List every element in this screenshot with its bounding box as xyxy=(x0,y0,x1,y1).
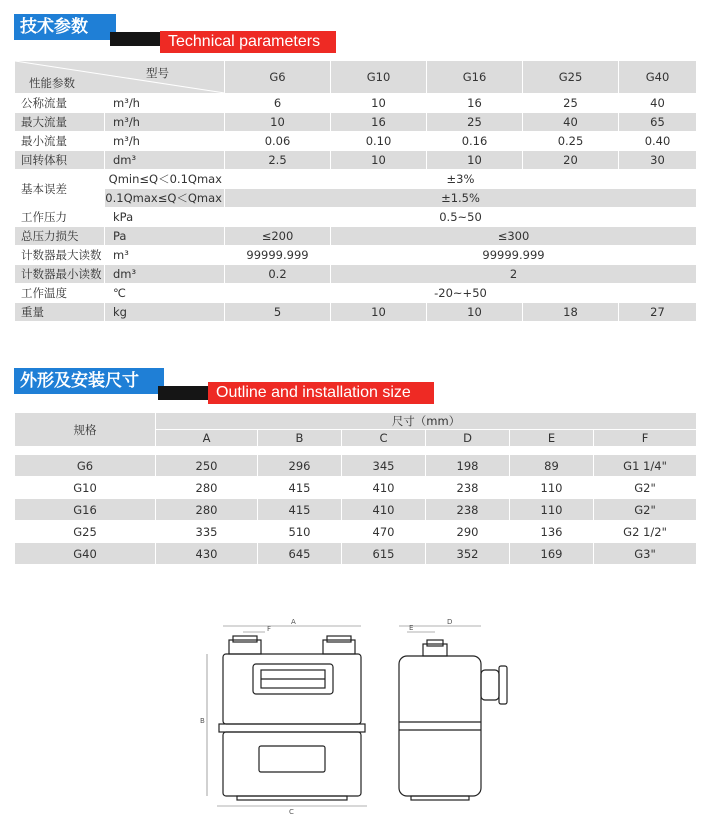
table-row xyxy=(15,113,697,132)
cell: 296 xyxy=(258,455,342,477)
dim-label-d: D xyxy=(447,618,453,626)
cell: 110 xyxy=(510,477,594,499)
column-header: A xyxy=(156,430,258,447)
row-unit: m³/h xyxy=(105,132,225,151)
table-row xyxy=(15,227,697,246)
table-row xyxy=(15,132,697,151)
row-label: 最小流量 xyxy=(15,132,105,151)
cell: 410 xyxy=(342,499,426,521)
cell: 10 xyxy=(225,113,331,132)
size-header-row xyxy=(15,413,697,430)
row-label: 总压力损失 xyxy=(15,227,105,246)
cell: 280 xyxy=(156,477,258,499)
row-model: G10 xyxy=(15,477,156,499)
section-header-technical xyxy=(14,14,334,54)
cell: 99999.999 xyxy=(225,246,331,265)
column-header: D xyxy=(426,430,510,447)
row-model: G16 xyxy=(15,499,156,521)
cell: 10 xyxy=(331,94,427,113)
table-row xyxy=(15,151,697,170)
cell: 238 xyxy=(426,477,510,499)
spec-header: 规格 xyxy=(15,413,156,447)
cell: 250 xyxy=(156,455,258,477)
cell: G3" xyxy=(594,543,697,565)
row-unit: m³/h xyxy=(105,113,225,132)
cell: 238 xyxy=(426,499,510,521)
cell: 415 xyxy=(258,477,342,499)
cell: 2.5 xyxy=(225,151,331,170)
cell: ≤300 xyxy=(331,227,697,246)
cell: 18 xyxy=(523,303,619,322)
row-label: 工作压力 xyxy=(15,208,105,227)
table-row xyxy=(15,284,697,303)
table-header-row xyxy=(15,61,697,94)
row-unit: m³/h xyxy=(105,94,225,113)
section-title-cn: 外形及安装尺寸 xyxy=(14,368,164,394)
meter-outline-drawing xyxy=(195,618,525,814)
cell: 415 xyxy=(258,499,342,521)
section-title-en: Technical parameters xyxy=(160,31,336,53)
row-unit: kPa xyxy=(105,208,225,227)
size-header: 尺寸（mm） xyxy=(156,413,697,430)
dim-label-e: E xyxy=(409,624,414,632)
section-title-en: Outline and installation size xyxy=(208,382,434,404)
table-row xyxy=(15,303,697,322)
cell: 5 xyxy=(225,303,331,322)
table-row xyxy=(15,246,697,265)
model-header: G16 xyxy=(427,61,523,94)
cell: 0.40 xyxy=(619,132,697,151)
cell: 16 xyxy=(427,94,523,113)
table-row xyxy=(15,521,697,543)
row-unit: m³ xyxy=(105,246,225,265)
table-row xyxy=(15,189,697,208)
dim-label-f: F xyxy=(267,625,272,633)
column-header: B xyxy=(258,430,342,447)
row-unit: Pa xyxy=(105,227,225,246)
cell: 410 xyxy=(342,477,426,499)
cell: 25 xyxy=(523,94,619,113)
corner-label-model: 型号 xyxy=(146,66,169,80)
cell: 352 xyxy=(426,543,510,565)
row-label: 回转体积 xyxy=(15,151,105,170)
error-range: Qmin≤Q＜0.1Qmax xyxy=(105,170,225,189)
table-row xyxy=(15,455,697,477)
row-model: G25 xyxy=(15,521,156,543)
cell: 40 xyxy=(619,94,697,113)
cell: 10 xyxy=(427,151,523,170)
row-label: 公称流量 xyxy=(15,94,105,113)
cell: 0.16 xyxy=(427,132,523,151)
cell: 10 xyxy=(331,151,427,170)
row-label: 计数器最大读数 xyxy=(15,246,105,265)
cell: 169 xyxy=(510,543,594,565)
corner-label-param: 性能参数 xyxy=(29,76,75,90)
row-label: 重量 xyxy=(15,303,105,322)
side-view xyxy=(399,640,507,800)
dim-label-a: A xyxy=(291,618,296,626)
model-header: G40 xyxy=(619,61,697,94)
technical-parameters-table xyxy=(14,60,697,322)
section-header-outline xyxy=(14,368,434,408)
model-header: G10 xyxy=(331,61,427,94)
cell: ±1.5% xyxy=(225,189,697,208)
cell: -20~+50 xyxy=(225,284,697,303)
diagonal-header-cell xyxy=(15,61,225,94)
cell: 280 xyxy=(156,499,258,521)
cell: 2 xyxy=(331,265,697,284)
model-header: G6 xyxy=(225,61,331,94)
row-unit: dm³ xyxy=(105,151,225,170)
cell: 10 xyxy=(331,303,427,322)
table-row xyxy=(15,543,697,565)
cell: ≤200 xyxy=(225,227,331,246)
cell: 99999.999 xyxy=(331,246,697,265)
cell: 6 xyxy=(225,94,331,113)
row-label: 基本误差 xyxy=(15,170,105,208)
cell: 335 xyxy=(156,521,258,543)
cell: 0.25 xyxy=(523,132,619,151)
cell: G2" xyxy=(594,477,697,499)
table-row xyxy=(15,94,697,113)
cell: 198 xyxy=(426,455,510,477)
front-view xyxy=(219,636,365,800)
cell: 136 xyxy=(510,521,594,543)
cell: 0.5~50 xyxy=(225,208,697,227)
spacer-row xyxy=(15,447,697,455)
cell: 30 xyxy=(619,151,697,170)
cell: 10 xyxy=(427,303,523,322)
cell: 0.10 xyxy=(331,132,427,151)
row-label: 最大流量 xyxy=(15,113,105,132)
cell: 25 xyxy=(427,113,523,132)
row-unit: kg xyxy=(105,303,225,322)
cell: G2 1/2" xyxy=(594,521,697,543)
cell: 0.2 xyxy=(225,265,331,284)
table-row xyxy=(15,477,697,499)
cell: 345 xyxy=(342,455,426,477)
cell: 89 xyxy=(510,455,594,477)
cell: 27 xyxy=(619,303,697,322)
cell: G1 1/4" xyxy=(594,455,697,477)
row-label: 计数器最小读数 xyxy=(15,265,105,284)
row-model: G6 xyxy=(15,455,156,477)
error-range: 0.1Qmax≤Q＜Qmax xyxy=(105,189,225,208)
cell: 510 xyxy=(258,521,342,543)
table-row xyxy=(15,170,697,189)
cell: 0.06 xyxy=(225,132,331,151)
cell: G2" xyxy=(594,499,697,521)
header-black-bar xyxy=(110,32,160,46)
table-row xyxy=(15,208,697,227)
cell: 430 xyxy=(156,543,258,565)
table-row xyxy=(15,265,697,284)
row-unit: ℃ xyxy=(105,284,225,303)
cell: 20 xyxy=(523,151,619,170)
dim-label-b: B xyxy=(200,717,205,725)
header-black-bar xyxy=(158,386,208,400)
model-header: G25 xyxy=(523,61,619,94)
table-row xyxy=(15,499,697,521)
cell: ±3% xyxy=(225,170,697,189)
cell: 16 xyxy=(331,113,427,132)
row-model: G40 xyxy=(15,543,156,565)
cell: 290 xyxy=(426,521,510,543)
column-header: F xyxy=(594,430,697,447)
installation-size-table xyxy=(14,412,697,565)
dim-label-c: C xyxy=(289,808,294,814)
column-header: C xyxy=(342,430,426,447)
cell: 110 xyxy=(510,499,594,521)
cell: 65 xyxy=(619,113,697,132)
cell: 645 xyxy=(258,543,342,565)
cell: 615 xyxy=(342,543,426,565)
cell: 470 xyxy=(342,521,426,543)
cell: 40 xyxy=(523,113,619,132)
row-unit: dm³ xyxy=(105,265,225,284)
section-title-cn: 技术参数 xyxy=(14,14,116,40)
row-label: 工作温度 xyxy=(15,284,105,303)
column-header: E xyxy=(510,430,594,447)
